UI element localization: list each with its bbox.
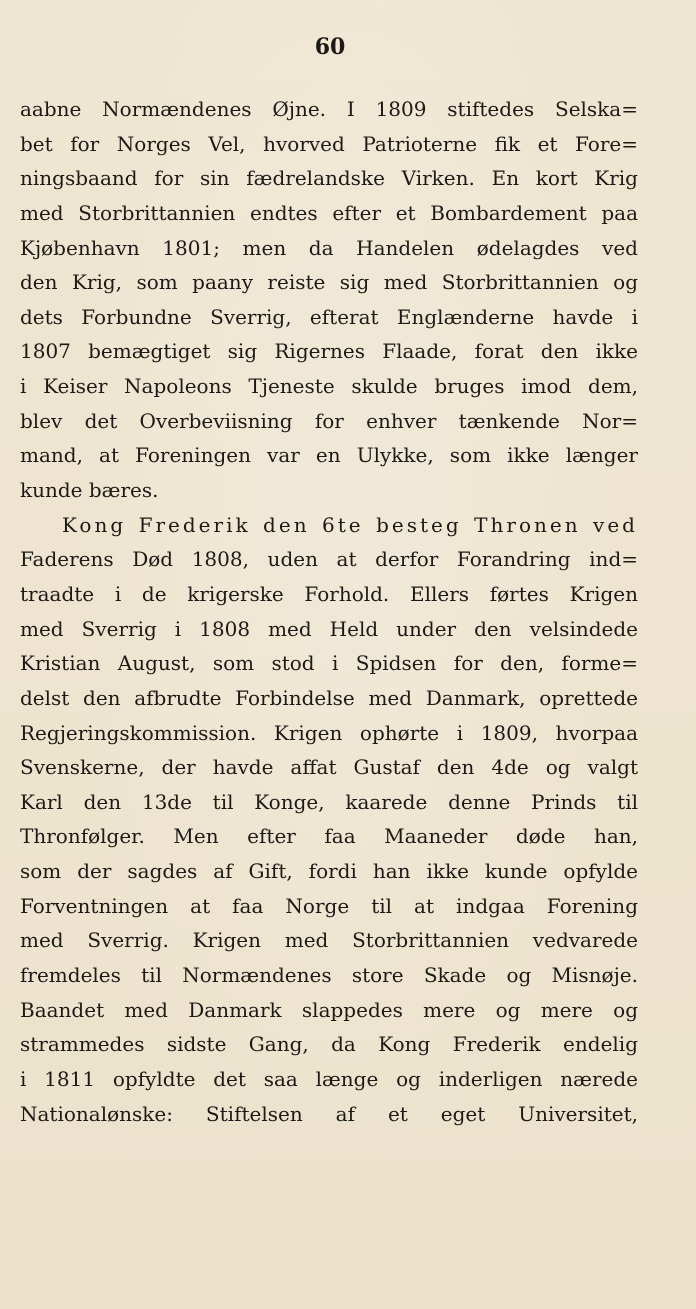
- text-line: i Keiser Napoleons Tjeneste skulde bruges imod dem,: [20, 374, 638, 399]
- text-line: fremdeles til Normændenes store Skade og Misnøje.: [20, 963, 638, 988]
- text-line: bet for Norges Vel, hvorved Patrioterne fik et Fore=: [20, 131, 638, 156]
- text-line: delst den afbrudte Forbindelse med Danmark, oprettede: [20, 685, 638, 710]
- text-line: ningsbaand for sin fædrelandske Virken. En kort Krig: [20, 166, 638, 191]
- paragraph: [20, 508, 638, 1132]
- text-line: som der sagdes af Gift, fordi han ikke kunde opfylde: [20, 859, 638, 884]
- text-line: med Sverrig. Krigen med Storbrittannien vedvarede: [20, 928, 638, 953]
- text-line: Kong Frederik den 6te besteg Thronen ved: [62, 512, 638, 537]
- text-line: Thronfølger. Men efter faa Maaneder døde han,: [20, 824, 638, 849]
- page-number: 60: [314, 34, 346, 60]
- text-line: blev det Overbeviisning for enhver tænkende Nor=: [20, 408, 638, 433]
- text-line: Forventningen at faa Norge til at indgaa Forening: [20, 893, 638, 918]
- text-line: Karl den 13de til Konge, kaarede denne Prinds til: [20, 789, 638, 814]
- text-line: med Storbrittannien endtes efter et Bombardement paa: [20, 200, 638, 225]
- text-line: mand, at Foreningen var en Ulykke, som ikke længer: [20, 443, 638, 468]
- text-line: strammedes sidste Gang, da Kong Frederik endelig: [20, 1032, 638, 1057]
- text-line: Baandet med Danmark slappedes mere og mere og: [20, 997, 638, 1022]
- text-line: Kjøbenhavn 1801; men da Handelen ødelagdes ved: [20, 235, 638, 260]
- text-line: dets Forbundne Sverrig, efterat Englænderne havde i: [20, 304, 638, 329]
- paragraph: [20, 92, 638, 508]
- text-line: Regjeringskommission. Krigen ophørte i 1809, hvorpaa: [20, 720, 638, 745]
- text-line: den Krig, som paany reiste sig med Storbrittannien og: [20, 270, 638, 295]
- text-line: med Sverrig i 1808 med Held under den velsindede: [20, 616, 638, 641]
- text-line: Faderens Død 1808, uden at derfor Forandring ind=: [20, 547, 638, 572]
- text-line: 1807 bemægtiget sig Rigernes Flaade, forat den ikke: [20, 339, 638, 364]
- text-line: aabne Normændenes Øjne. I 1809 stiftedes Selska=: [20, 97, 638, 121]
- text-line: kunde bæres.: [20, 478, 159, 503]
- text-line: Nationalønske: Stiftelsen af et eget Universitet,: [20, 1101, 638, 1126]
- body-text: [20, 92, 638, 1131]
- text-line: i 1811 opfyldte det saa længe og inderligen nærede: [20, 1066, 638, 1091]
- text-line: traadte i de krigerske Forhold. Ellers førtes Krigen: [20, 581, 638, 606]
- text-line: Kristian August, som stod i Spidsen for den, forme=: [20, 651, 638, 676]
- text-line: Svenskerne, der havde affat Gustaf den 4de og valgt: [20, 755, 638, 780]
